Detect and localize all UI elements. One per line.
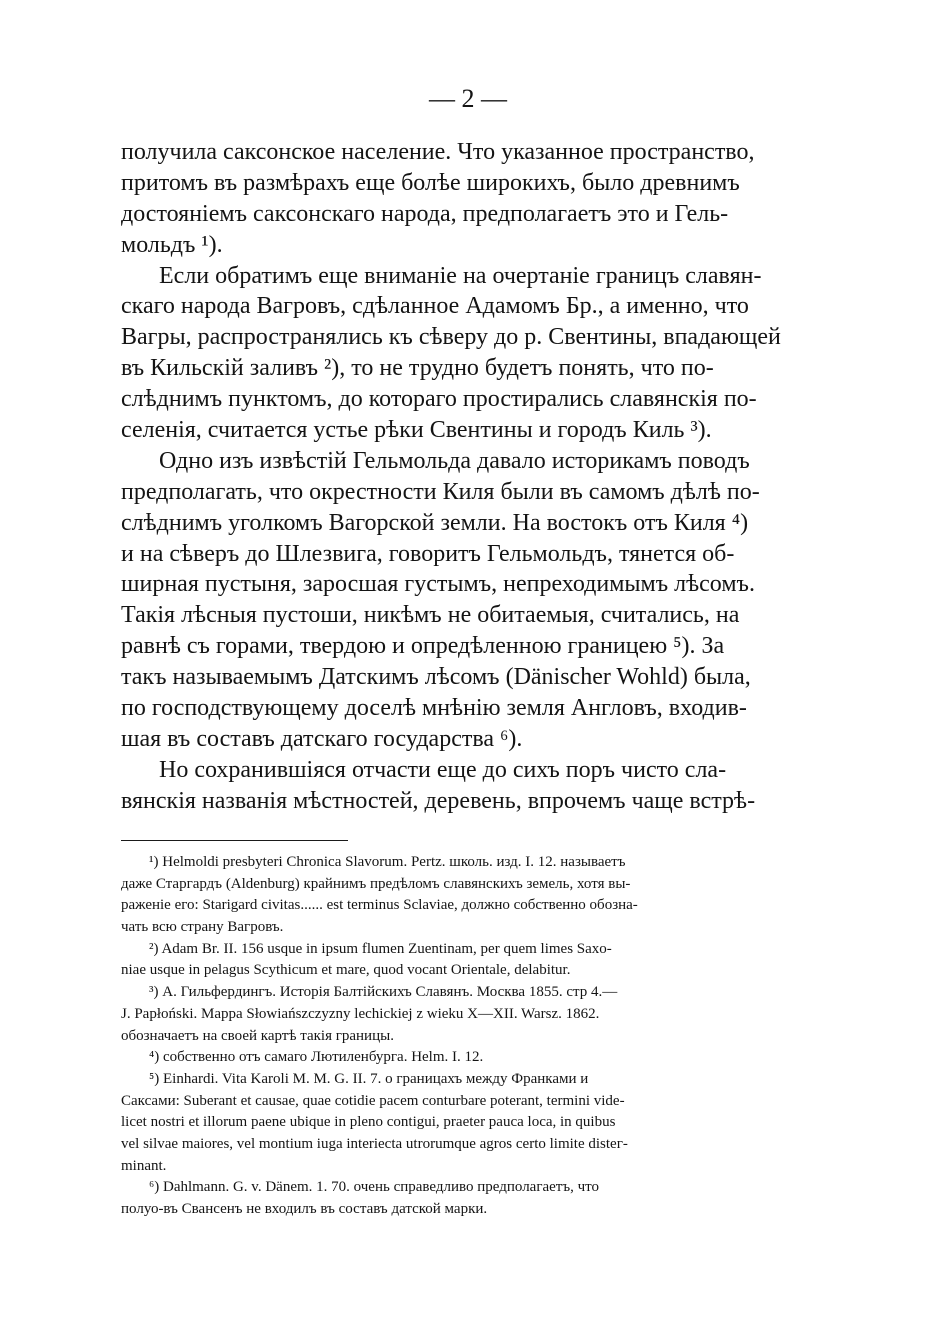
footnote-line	[121, 1069, 793, 1091]
footnote-line: niae usque in pelagus Scythicum et mare, quod vocant Orientale, delabitur.	[121, 962, 571, 979]
text-line: Одно изъ извѣстій Гельмольда давало историкамъ поводъ	[159, 447, 750, 474]
footnote-marker: ⁵)	[149, 1070, 160, 1087]
footnote-line: обозначаетъ на своей картѣ такія границы.	[121, 1027, 394, 1044]
footnote-text: Adam Br. II. 156 usque in ipsum flumen Zuentinam, per quem limes Saxo-	[161, 940, 612, 957]
footnote-line	[121, 852, 793, 874]
footnote-line	[121, 939, 793, 961]
footnote-line	[121, 982, 793, 1004]
text-line: равнѣ съ горами, твердою и опредѣленною границею ⁵). За	[121, 633, 725, 660]
footnote-line: vel silvae maiores, vel montium iuga interiecta utrorumque agros certo limite disteг-	[121, 1135, 628, 1152]
footnote-line	[121, 1047, 793, 1069]
text-line: притомъ въ размѣрахъ еще болѣе широкихъ, было древнимъ	[121, 169, 740, 196]
text-line: Вагры, распространялись къ сѣверу до р. Свентины, впадающей	[121, 324, 781, 351]
footnote-separator	[121, 840, 348, 841]
footnote-text: Einhardi. Vita Karoli M. M. G. II. 7. о границахъ между Франками и	[162, 1070, 589, 1087]
text-line: достояніемъ саксонскаго народа, предполагаетъ это и Гель-	[121, 200, 729, 227]
footnote-line: minant.	[121, 1157, 167, 1174]
text-line: ширная пустыня, заросшая густымъ, непреходимымъ лѣсомъ.	[121, 571, 755, 598]
footnote-marker: ¹)	[149, 854, 159, 870]
text-line: слѣднимъ уголкомъ Вагорской земли. На востокъ отъ Киля ⁴)	[121, 509, 749, 536]
text-line: Но сохранившіяся отчасти еще до сихъ поръ чисто сла-	[159, 756, 727, 783]
text-line: Такія лѣсныя пустоши, никѣмъ не обитаемыя, считались, на	[121, 602, 740, 629]
footnote-line: даже Старгардъ (Aldenburg) крайнимъ предѣломъ славянскихъ земель, хотя вы-	[121, 875, 631, 892]
text-line: получила саксонское население. Что указанное пространство,	[121, 139, 755, 165]
text-line: шая въ составъ датскаго государства ⁶).	[121, 725, 523, 752]
text-line: слѣднимъ пунктомъ, до котораго простирались славянскія по-	[121, 386, 757, 413]
text-line: по господствующему доселѣ мнѣнію земля Англовъ, входив-	[121, 695, 747, 722]
page-number: — 2 —	[429, 84, 507, 113]
text-line: скаго народа Вагровъ, сдѣланное Адамомъ Бр., а именно, что	[121, 293, 749, 320]
main-text	[121, 137, 793, 817]
footnote-text: А. Гильфердингъ. Исторія Балтійскихъ Славянъ. Москва 1855. стр 4.—	[162, 984, 618, 1001]
footnote-marker: ³)	[149, 984, 159, 1001]
text-line: предполагать, что окрестности Киля были въ самомъ дѣлѣ по-	[121, 478, 760, 505]
footnote-line: Саксами: Suberant et causae, quae cotidie pacem conturbare poterant, termini vide-	[121, 1092, 625, 1109]
footnote-text: Helmoldi presbyteri Chronica Slavorum. Pertz. школь. изд. I. 12. называетъ	[162, 854, 626, 870]
text-line: селенія, считается устье рѣки Свентины и городъ Киль ³).	[121, 417, 712, 444]
text-line: Если обратимъ еще вниманіе на очертаніе границъ славян-	[159, 262, 762, 289]
footnote-line: полуо-въ Свансенъ не входилъ въ составъ датской марки.	[121, 1201, 488, 1217]
text-line: въ Кильскій заливъ ²), то не трудно будетъ понять, что по-	[121, 355, 714, 382]
text-line: мольдъ ¹).	[121, 231, 223, 258]
footnote-text: Dahlmann. G. v. Dänem. 1. 70. очень справедливо предполагаетъ, что	[162, 1179, 600, 1196]
footnotes	[121, 852, 793, 1221]
footnote-line: licet nostri et illorum paene ubique in pleno contigui, praeter pauca loca, in quibus	[121, 1114, 616, 1131]
footnote-marker: ⁴)	[149, 1049, 160, 1066]
footnote-text: собственно отъ самаго Лютиленбурга. Helm. I. 12.	[162, 1049, 484, 1066]
text-line: вянскія названія мѣстностей, деревень, впрочемъ чаще встрѣ-	[121, 787, 756, 814]
text-line: такъ называемымъ Датскимъ лѣсомъ (Dänischer Wohld) была,	[121, 664, 751, 691]
text-line: и на сѣверъ до Шлезвига, говоритъ Гельмольдъ, тянется об-	[121, 540, 735, 567]
footnote-line	[121, 1177, 793, 1199]
footnote-line: чать всю страну Вагровъ.	[121, 919, 284, 936]
footnote-line: J. Papłoński. Mappa Słowiańszczyzny lechickiej z wieku X—XII. Warsz. 1862.	[121, 1005, 600, 1022]
footnote-marker: ⁶)	[149, 1179, 160, 1196]
footnote-marker: ²)	[149, 940, 159, 957]
footnote-line: раженіе его: Starigard civitas...... est terminus Sclaviae, должно собственно обозна-	[121, 897, 638, 914]
